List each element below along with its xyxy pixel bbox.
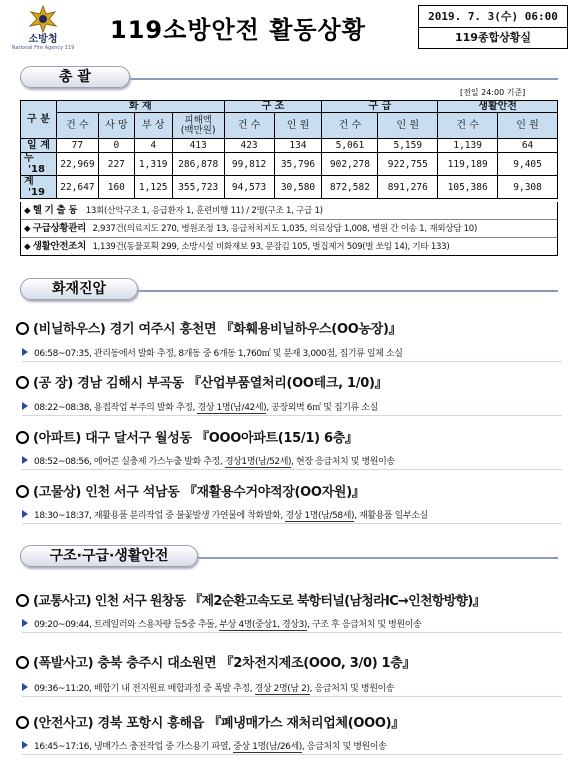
sub-injured: 부 상 [134, 113, 172, 139]
year-label: '19 [28, 187, 45, 198]
year-label: '18 [28, 164, 45, 175]
incident-title [16, 372, 387, 391]
safety-label: 생활안전조치 [32, 241, 87, 252]
heli-line [21, 202, 557, 220]
safety-text: 1,139건(동물포획 299, 소방시설 비화재보 93, 문잠김 105, 벌집제거 509(벌 쏘임 14), 기타 133) [92, 242, 450, 252]
detail-text: , 응급처치 및 병원이송 [309, 684, 395, 694]
group-safety: 생활안전 [438, 101, 558, 113]
bullet-circle-icon [16, 485, 29, 498]
bullet-circle-icon [16, 656, 29, 669]
triangle-bullet-icon [22, 510, 28, 518]
section-title-fire: 화재진압 [20, 278, 138, 300]
detail-text: 16:45~17:16, 냉매가스 충전작업 중 가스용기 파열, [34, 742, 234, 752]
incident-title [16, 481, 365, 500]
incident-title-text: (공 장) 경남 김해시 부곡동 『산업부품열처리(OO테크, 1/0)』 [33, 376, 388, 391]
cell: 119,189 [438, 153, 498, 176]
ems-mgmt-line [21, 220, 557, 238]
detail-text: , 재활용품 일부소실 [354, 511, 428, 521]
incident-detail [22, 681, 562, 697]
sub-safety-persons: 인 원 [498, 113, 558, 139]
sub-rescue-count: 건 수 [224, 113, 274, 139]
casualty-highlight: 경상 1명(남/58세) [285, 511, 355, 521]
cell: 0 [98, 139, 134, 153]
table-row-2018 [21, 153, 558, 176]
table-row-2019 [21, 176, 558, 199]
incident-title [16, 712, 404, 731]
incident-title-text: (안전사고) 경북 포항시 흥해읍 『폐냉매가스 재처리업체(OOO)』 [33, 716, 405, 731]
summary-info-box [20, 202, 558, 256]
group-rescue: 구 조 [224, 101, 322, 113]
cumulative-label-bottom: 계 [24, 176, 34, 187]
sub-fire-count: 건 수 [56, 113, 98, 139]
cell: 22,647 [56, 176, 98, 199]
sub-damage [172, 113, 224, 139]
incident-title-text: (폭발사고) 충북 충주시 대소원면 『2차전지제조(OOO, 3/0) 1층』 [33, 656, 416, 671]
sub-deaths: 사 망 [98, 113, 134, 139]
incident-title [16, 590, 485, 609]
cumulative-label-top: 누 [24, 153, 34, 164]
cell: 64 [498, 139, 558, 153]
cell: 286,878 [172, 153, 224, 176]
detail-text: 18:30~18:37, 재활용품 분리작업 중 불꽃발생 가연물에 착화발화, [34, 511, 286, 521]
cell: 9,308 [498, 176, 558, 199]
incident-title-text: (아파트) 대구 달서구 월성동 『OOO아파트(15/1) 6층』 [33, 431, 358, 446]
cell: 22,969 [56, 153, 98, 176]
bullet-circle-icon [16, 322, 29, 335]
cell: 160 [98, 176, 134, 199]
sub-damage-label: 피해액 [184, 114, 212, 126]
triangle-bullet-icon [22, 741, 28, 749]
agency-logo [8, 4, 78, 54]
table-row-daily [21, 139, 558, 153]
date-box [418, 5, 568, 49]
heli-text: 13회(산악구조 1, 응급환자 1, 훈련비행 11) / 2명(구조 1, 구급 1) [85, 206, 323, 216]
triangle-bullet-icon [22, 683, 28, 691]
cell: 35,796 [274, 153, 322, 176]
sub-ems-count: 건 수 [322, 113, 378, 139]
cell: 413 [172, 139, 224, 153]
cell: 902,278 [322, 153, 378, 176]
safety-line [21, 238, 557, 256]
basis-note: [전일 24:00 기준] [460, 88, 526, 97]
detail-text: , 응급처치 및 병원이송 [301, 742, 387, 752]
cell: 99,812 [224, 153, 274, 176]
cell: 105,386 [438, 176, 498, 199]
sub-safety-count: 건 수 [438, 113, 498, 139]
row-label [21, 153, 57, 176]
cell: 1,139 [438, 139, 498, 153]
cell: 227 [98, 153, 134, 176]
ems-mgmt-text: 2,937건(의료지도 270, 병원조정 13, 응급처치지도 1,035, 의료상담 1,008, 병원 간 이송 1, 재외상담 10) [92, 224, 478, 234]
row-label [21, 176, 57, 199]
detail-text: 08:52~08:56, 에어콘 실충제 가스누출 발화 추정, [34, 457, 225, 467]
cell: 5,061 [322, 139, 378, 153]
cell: 355,723 [172, 176, 224, 199]
cell: 1,125 [134, 176, 172, 199]
cell: 922,755 [378, 153, 438, 176]
incident-detail [22, 508, 562, 524]
cell: 94,573 [224, 176, 274, 199]
incident-title [16, 318, 401, 337]
detail-text: 06:58~07:35, 관리동에서 발화 추정, 8개동 중 6개동 1,760㎡ 및 분재 3,000점, 집기류 일체 소실 [34, 349, 403, 359]
page-title: 119소방안전 활동상황 [110, 16, 366, 44]
casualty-highlight: 중상 1명(남/26세) [233, 742, 302, 752]
cell: 891,276 [378, 176, 438, 199]
heli-label: 헬 기 출 동 [32, 205, 78, 216]
logo-subtitle: National Fire Agency 119 [11, 45, 75, 51]
diamond-icon: ◆ [24, 206, 31, 216]
report-department: 119종합상황실 [454, 31, 532, 44]
detail-text: , 공장외벽 6㎡ 및 집기류 소실 [266, 403, 378, 413]
section-title-summary: 총 괄 [20, 66, 130, 88]
section-title-rescue: 구조·구급·생활안전 [20, 545, 198, 567]
incident-title [16, 427, 358, 446]
incident-detail [22, 617, 562, 633]
row-label: 일 계 [21, 139, 57, 153]
report-date: 2019. 7. 3(수) 06:00 [419, 6, 567, 28]
casualty-highlight: 경상 2명(남 2) [254, 684, 310, 694]
bullet-circle-icon [16, 716, 29, 729]
casualty-highlight: 경상 1명(남/42세) [197, 403, 267, 413]
triangle-bullet-icon [22, 619, 28, 627]
group-ems: 구 급 [322, 101, 438, 113]
ems-mgmt-label: 구급상황관리 [32, 223, 87, 234]
emblem-icon [26, 4, 60, 34]
bullet-circle-icon [16, 594, 29, 607]
cell: 1,319 [134, 153, 172, 176]
cell: 5,159 [378, 139, 438, 153]
casualty-highlight: 경상1명(남/52세) [224, 457, 292, 467]
detail-text: , 구조 후 응급처치 및 병원이송 [307, 620, 422, 630]
sub-damage-unit: (백만원) [180, 124, 216, 136]
cell: 872,582 [322, 176, 378, 199]
incident-title-text: (비닐하우스) 경기 여주시 흥천면 『화훼용비닐하우스(OO농장)』 [33, 322, 402, 337]
detail-text: 09:36~11:20, 배합기 내 전지원료 배합과정 중 폭발 추정, [34, 684, 255, 694]
incident-detail [22, 454, 562, 470]
cell: 134 [274, 139, 322, 153]
group-fire: 화 재 [56, 101, 224, 113]
triangle-bullet-icon [22, 402, 28, 410]
report-header [0, 0, 577, 56]
diamond-icon: ◆ [24, 224, 31, 234]
sub-ems-persons: 인 원 [378, 113, 438, 139]
incident-detail [22, 739, 562, 755]
cell: 30,580 [274, 176, 322, 199]
detail-text: 09:20~09:44, 트레일러와 스용차량 등5중 추돌, [34, 620, 220, 630]
logo-text: 소방청 [28, 34, 58, 45]
detail-text: 08:22~08:38, 용접작업 부주의 발화 추정, [34, 403, 198, 413]
cell: 9,405 [498, 153, 558, 176]
cell: 77 [56, 139, 98, 153]
triangle-bullet-icon [22, 456, 28, 464]
sub-rescue-persons: 인 원 [274, 113, 322, 139]
bullet-circle-icon [16, 431, 29, 444]
col-gubun: 구 분 [21, 101, 57, 139]
incident-title-text: (교통사고) 인천 서구 원창동 『제2순환고속도로 북항터널(남청라IC→인천항방향)』 [33, 594, 485, 609]
detail-text: , 현장 응급처치 및 병원이송 [291, 457, 395, 467]
incident-title [16, 652, 415, 671]
cell: 423 [224, 139, 274, 153]
summary-table [20, 100, 558, 199]
incident-detail [22, 400, 562, 416]
casualty-highlight: 부상 4명(중상1, 경상3) [219, 620, 308, 630]
incident-detail [22, 346, 562, 362]
incident-title-text: (고물상) 인천 서구 석남동 『재활용수거야적장(OO자원)』 [33, 485, 365, 500]
bullet-circle-icon [16, 376, 29, 389]
diamond-icon: ◆ [24, 242, 31, 252]
triangle-bullet-icon [22, 348, 28, 356]
cell: 4 [134, 139, 172, 153]
